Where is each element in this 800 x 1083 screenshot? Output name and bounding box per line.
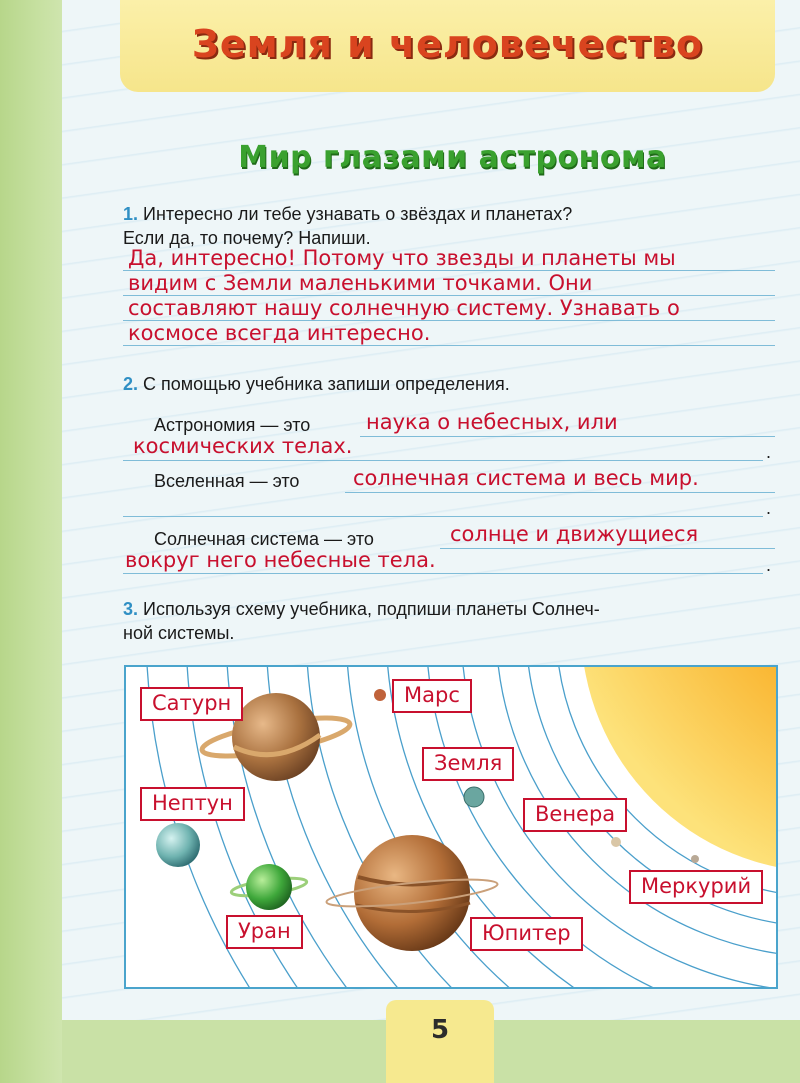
q2-prompt: С помощью учебника запиши определения. [143, 374, 510, 394]
page-number: 5 [430, 1015, 450, 1045]
q3-text [123, 597, 778, 621]
mercury-planet [691, 855, 699, 863]
q3-line1: Используя схему учебника, подпиши планеты Солнеч- [143, 599, 600, 619]
mars-planet [374, 689, 386, 701]
answer-line [123, 516, 763, 517]
solar-system-answer-2: вокруг него небесные тела. [125, 548, 436, 572]
venus-planet [611, 837, 621, 847]
q1-number: 1. [123, 204, 139, 224]
section-title: Мир глазами астронома [238, 140, 667, 175]
universe-answer: солнечная система и весь мир. [353, 466, 699, 490]
page-margin-strip [0, 0, 62, 1083]
earth-planet [464, 787, 484, 807]
q3-line2: ной системы. [123, 623, 235, 643]
universe-label: Вселенная — это [154, 471, 300, 491]
q1-answer-line-4: космосе всегда интересно. [128, 321, 431, 345]
q1-text [123, 202, 778, 226]
q2-number: 2. [123, 374, 139, 394]
astronomy-answer-2: космических телах. [133, 434, 353, 458]
q1-answer-line-2: видим с Земли маленькими точками. Они [128, 271, 593, 295]
answer-line [123, 573, 763, 574]
q1-line1: Интересно ли тебе узнавать о звёздах и планетах? [143, 204, 573, 224]
astronomy-answer-1: наука о небесных, или [366, 410, 618, 434]
label-earth: Земля [422, 747, 514, 781]
q1-line2: Если да, то почему? Напиши. [123, 228, 371, 248]
solar-system-label: Солнечная система — это [154, 529, 374, 549]
line-end-period: . [766, 498, 772, 518]
answer-line [123, 460, 763, 461]
label-neptune: Нептун [140, 787, 245, 821]
label-mercury: Меркурий [629, 870, 763, 904]
astronomy-label: Астрономия — это [154, 415, 311, 435]
label-jupiter: Юпитер [470, 917, 583, 951]
solar-system-answer-1: солнце и движущиеся [450, 522, 699, 546]
label-venus: Венера [523, 798, 627, 832]
label-saturn: Сатурн [140, 687, 243, 721]
sun [581, 667, 776, 872]
solar-system-diagram [124, 665, 778, 989]
label-mars: Марс [392, 679, 472, 713]
q2-text [123, 372, 510, 396]
label-uranus: Уран [226, 915, 303, 949]
uranus-planet [230, 864, 307, 910]
neptune-planet [156, 823, 200, 867]
q1-answer-line-1: Да, интересно! Потому что звезды и планеты мы [128, 246, 676, 270]
chapter-title: Земля и человечество [191, 22, 704, 66]
line-end-period: . [766, 442, 772, 462]
answer-line [360, 436, 775, 437]
q3-number: 3. [123, 599, 139, 619]
answer-line [440, 548, 775, 549]
line-end-period: . [766, 555, 772, 575]
q1-answer-line-3: составляют нашу солнечную систему. Узнавать о [128, 296, 680, 320]
answer-line [345, 492, 775, 493]
